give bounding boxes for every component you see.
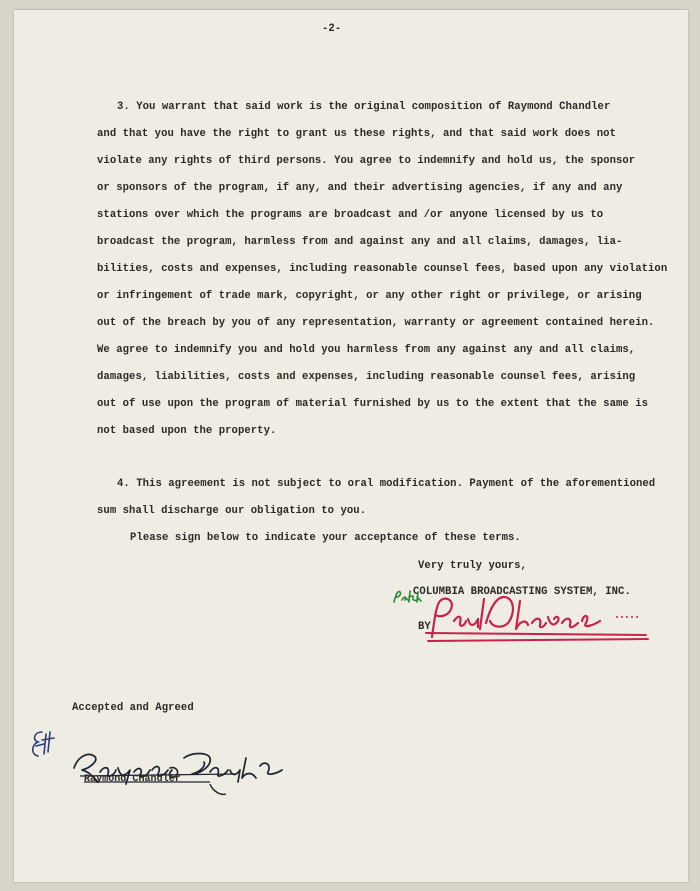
cbs-signature (424, 593, 650, 643)
paragraph-line: We agree to indemnify you and hold you harmless from any against any and all claims, (97, 344, 636, 356)
paragraph-line: broadcast the program, harmless from and against any and all claims, damages, lia- (97, 236, 623, 248)
paragraph-line: sum shall discharge our obligation to you. (97, 505, 367, 517)
by-label: BY (418, 621, 431, 633)
closing-salutation: Very truly yours, (418, 560, 527, 572)
paragraph-line: stations over which the programs are broadcast and /or anyone licensed by us to (97, 209, 604, 221)
author-initials-mark (28, 728, 60, 760)
accepted-label: Accepted and Agreed (72, 702, 194, 714)
author-initials (28, 728, 60, 764)
author-typed-name: Raymond Chandler (84, 774, 181, 785)
paragraph-line: out of the breach by you of any representation, warranty or agreement contained herein. (97, 317, 655, 329)
author-signature (60, 738, 290, 798)
closing-request: Please sign below to indicate your acceptance of these terms. (130, 532, 521, 544)
paragraph-line: and that you have the right to grant us these rights, and that said work does not (97, 128, 616, 140)
paragraph-line: 4. This agreement is not subject to oral modification. Payment of the aforementioned (117, 478, 656, 490)
paragraph-line: out of use upon the program of material furnished by us to the extent that the same is (97, 398, 649, 410)
cbs-initials-mark (392, 588, 426, 606)
letter-page (14, 10, 688, 882)
paragraph-line: 3. You warrant that said work is the original composition of Raymond Chandler (117, 101, 611, 113)
company-name: COLUMBIA BROADCASTING SYSTEM, INC. (413, 586, 631, 598)
page-number: -2- (322, 23, 342, 35)
paragraph-line: violate any rights of third persons. You agree to indemnify and hold us, the sponsor (97, 155, 636, 167)
paragraph-line: bilities, costs and expenses, including reasonable counsel fees, based upon any violation (97, 263, 668, 275)
paragraph-line: or sponsors of the program, if any, and their advertising agencies, if any and any (97, 182, 623, 194)
paragraph-line: or infringement of trade mark, copyright, or any other right or privilege, or arising (97, 290, 642, 302)
paragraph-line: damages, liabilities, costs and expenses, including reasonable counsel fees, arising (97, 371, 636, 383)
paragraph-line: not based upon the property. (97, 425, 277, 437)
